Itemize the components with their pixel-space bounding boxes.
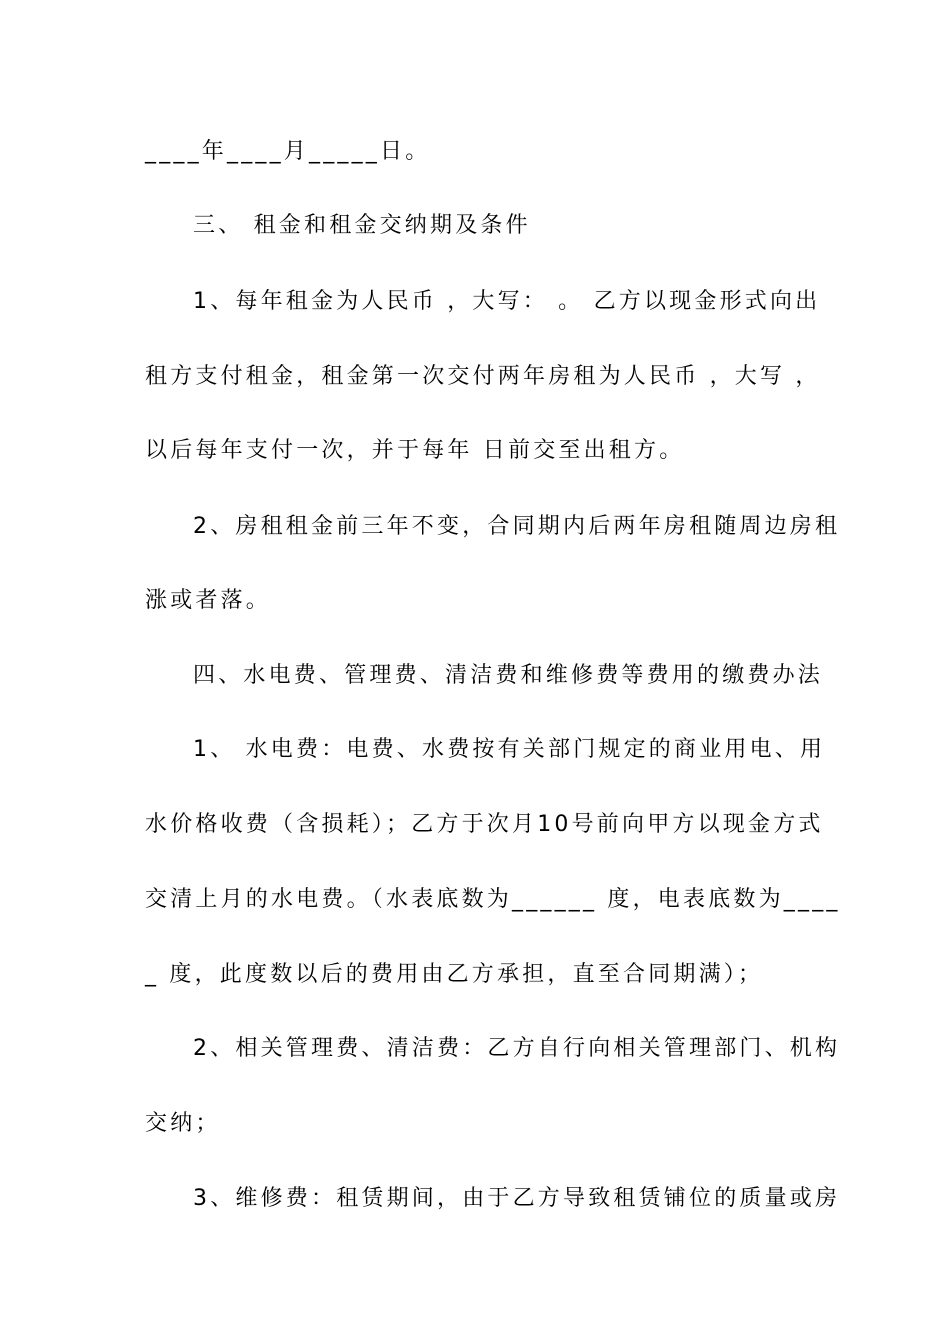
paragraph-line: 1、每年租金为人民币 ，大写： 。 乙方以现金形式向出: [193, 289, 821, 314]
date-blank-line: ____年____月_____日。: [145, 139, 431, 164]
paragraph-line: 1、 水电费：电费、水费按有关部门规定的商业用电、用: [193, 737, 826, 762]
paragraph-line: 交纳；: [145, 1111, 221, 1136]
paragraph-line: 2、房租租金前三年不变，合同期内后两年房租随周边房租: [193, 514, 841, 539]
paragraph-line: 以后每年支付一次，并于每年 日前交至出租方。: [145, 438, 685, 463]
paragraph-line: 3、维修费：租赁期间，由于乙方导致租赁铺位的质量或房: [193, 1186, 841, 1211]
paragraph-line: 2、相关管理费、清洁费：乙方自行向相关管理部门、机构: [193, 1036, 841, 1061]
section-three-heading: 三、 租金和租金交纳期及条件: [193, 213, 531, 238]
paragraph-line: 交清上月的水电费。（水表底数为______ 度，电表底数为____: [145, 887, 841, 912]
paragraph-line: 涨或者落。: [145, 588, 272, 613]
paragraph-line: 租方支付租金，租金第一次交付两年房租为人民币 ，大写 ，: [145, 364, 821, 389]
section-four-heading: 四、水电费、管理费、清洁费和维修费等费用的缴费办法: [193, 663, 824, 688]
paragraph-line: _ 度，此度数以后的费用由乙方承担，直至合同期满）；: [145, 962, 764, 987]
paragraph-line: 水价格收费（含损耗）；乙方于次月10号前向甲方以现金方式: [145, 812, 824, 837]
